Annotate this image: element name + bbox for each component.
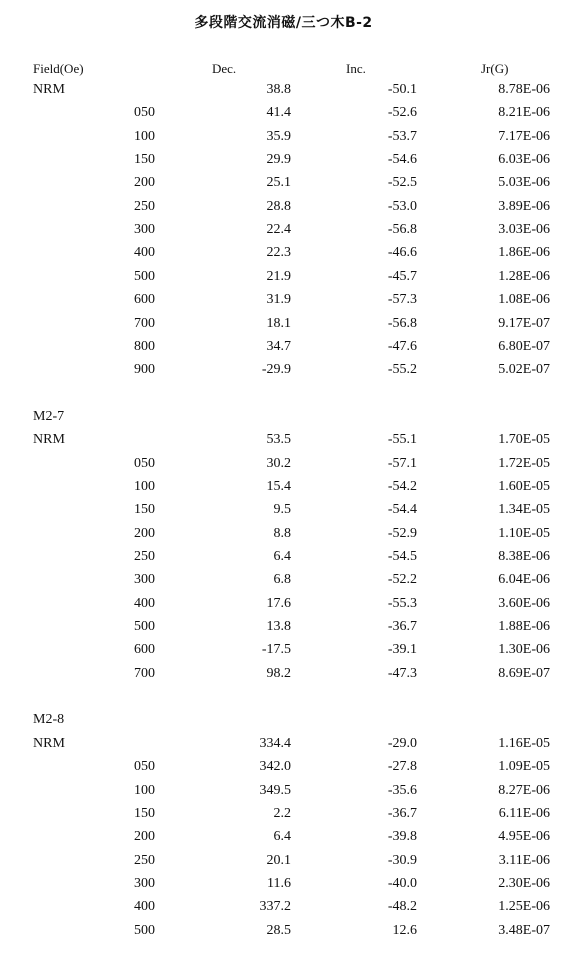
header-field: Field(Oe) [33,61,84,76]
cell-dec: 17.6 [266,595,291,611]
cell-field: 700 [134,665,155,681]
cell-inc: -30.9 [387,852,417,868]
cell-field: 100 [134,128,155,144]
header-inc: Inc. [346,61,366,76]
cell-dec: 20.1 [266,852,291,868]
cell-inc: -54.4 [387,502,417,518]
cell-dec: 30.2 [266,455,291,471]
cell-dec: 8.8 [273,525,291,541]
table-row [0,526,567,549]
cell-dec: 29.9 [266,152,291,168]
cell-dec: 38.8 [266,82,291,97]
cell-field: 500 [134,922,155,938]
cell-j: 7.17E-06 [498,128,550,144]
table-row [0,853,567,876]
section-label: M2-8 [33,712,65,728]
cell-j: 1.88E-06 [498,619,550,635]
cell-j: 5.03E-06 [498,175,550,191]
cell-inc: -40.0 [387,875,417,891]
cell-j: 8.38E-06 [498,549,550,564]
cell-inc: -36.7 [387,619,417,635]
header-dec: Dec. [212,61,237,76]
cell-field: 400 [134,595,155,611]
cell-j: 5.02E-07 [498,362,550,378]
cell-inc: -27.8 [387,759,417,775]
section-label-row [0,409,567,432]
table-row [0,876,567,899]
cell-field: 600 [134,642,155,658]
cell-j: 8.27E-06 [498,782,550,798]
cell-dec: 15.4 [266,478,291,494]
table-row [0,316,567,339]
cell-dec: 98.2 [266,665,291,681]
cell-inc: -55.3 [387,595,417,611]
cell-inc: 12.6 [392,922,417,938]
cell-j: 3.60E-06 [498,595,550,611]
cell-dec: 41.4 [266,105,291,121]
table-row [0,175,567,198]
cell-inc: -55.1 [387,432,417,448]
cell-j: 4.95E-06 [498,829,550,845]
cell-dec: 342.0 [259,759,291,775]
cell-j: 3.03E-06 [498,222,550,238]
section-label: M2-7 [33,408,65,424]
cell-j: 6.11E-06 [498,805,550,821]
table-row [0,572,567,595]
cell-dec: 53.5 [266,432,291,448]
cell-j: 1.70E-05 [498,432,550,448]
table-row [0,923,567,946]
cell-field: 900 [134,362,155,378]
cell-j: 1.08E-06 [498,292,550,308]
cell-dec: 34.7 [266,338,291,354]
cell-field: NRM [33,735,65,751]
cell-field: 300 [134,572,155,588]
cell-field: 050 [134,105,155,121]
cell-dec: 28.5 [266,922,291,938]
cell-inc: -36.7 [387,805,417,821]
cell-j: 8.78E-06 [498,82,550,97]
table-row [0,129,567,152]
cell-field: 100 [134,478,155,494]
table-row [0,245,567,268]
cell-field: 500 [134,268,155,284]
cell-inc: -48.2 [387,899,417,915]
cell-j: 1.28E-06 [498,268,550,284]
cell-field: 500 [134,619,155,635]
cell-inc: -52.6 [387,105,417,121]
cell-field: 250 [134,198,155,214]
cell-inc: -52.5 [387,175,417,191]
cell-dec: 18.1 [266,315,291,331]
cell-dec: 31.9 [266,292,291,308]
cell-dec: 6.4 [273,549,291,564]
cell-inc: -54.2 [387,478,417,494]
cell-j: 1.34E-05 [498,502,550,518]
table-row [0,759,567,782]
table-row [0,829,567,852]
table-row [0,666,567,689]
cell-inc: -35.6 [387,782,417,798]
cell-field: 400 [134,899,155,915]
cell-field: NRM [33,432,65,448]
cell-j: 1.25E-06 [498,899,550,915]
cell-field: 200 [134,829,155,845]
cell-field: 250 [134,852,155,868]
cell-field: 250 [134,549,155,564]
cell-inc: -56.8 [387,222,417,238]
table-row [0,479,567,502]
cell-inc: -39.1 [387,642,417,658]
cell-field: 200 [134,175,155,191]
table-row [0,432,567,455]
table-row [0,269,567,292]
cell-inc: -45.7 [387,268,417,284]
cell-inc: -56.8 [387,315,417,331]
cell-inc: -53.0 [387,198,417,214]
cell-inc: -47.6 [387,338,417,354]
cell-field: 150 [134,152,155,168]
cell-field: 700 [134,315,155,331]
cell-inc: -57.3 [387,292,417,308]
cell-field: 050 [134,759,155,775]
cell-j: 6.03E-06 [498,152,550,168]
cell-field: 300 [134,222,155,238]
cell-inc: -54.5 [387,549,417,564]
page-title: 多段階交流消磁/三つ木B-2 [194,15,373,31]
table-row [0,806,567,829]
cell-dec: 11.6 [267,875,291,891]
header-j: Jr(G) [481,61,509,76]
table-row [0,456,567,479]
cell-field: 150 [134,502,155,518]
cell-dec: 334.4 [259,735,291,751]
cell-dec: 35.9 [266,128,291,144]
cell-field: 300 [134,875,155,891]
table-row [0,199,567,222]
table-row [0,362,567,385]
cell-j: 1.30E-06 [498,642,550,658]
cell-inc: -52.9 [387,525,417,541]
table-row [0,82,567,105]
cell-dec: -17.5 [261,642,291,658]
cell-dec: 22.3 [266,245,291,261]
table-row [0,339,567,362]
cell-dec: 6.4 [273,829,291,845]
cell-j: 3.89E-06 [498,198,550,214]
cell-inc: -47.3 [387,665,417,681]
section-label-row [0,712,567,735]
cell-j: 9.17E-07 [498,315,550,331]
cell-j: 3.48E-07 [498,922,550,938]
table-row [0,105,567,128]
table-row [0,899,567,922]
cell-dec: 2.2 [273,805,291,821]
cell-dec: 25.1 [266,175,291,191]
cell-j: 1.60E-05 [498,478,550,494]
table-row [0,292,567,315]
cell-j: 3.11E-06 [498,852,550,868]
cell-dec: 6.8 [273,572,291,588]
cell-dec: 28.8 [266,198,291,214]
cell-field: 600 [134,292,155,308]
cell-inc: -53.7 [387,128,417,144]
cell-field: 400 [134,245,155,261]
cell-j: 1.10E-05 [498,525,550,541]
table-row [0,152,567,175]
table-row [0,596,567,619]
cell-j: 6.80E-07 [498,338,550,354]
table-row [0,619,567,642]
cell-inc: -50.1 [387,82,417,97]
cell-field: 200 [134,525,155,541]
cell-field: 150 [134,805,155,821]
cell-dec: 9.5 [273,502,291,518]
cell-dec: -29.9 [261,362,291,378]
cell-j: 8.21E-06 [498,105,550,121]
cell-dec: 337.2 [259,899,291,915]
cell-j: 6.04E-06 [498,572,550,588]
cell-j: 1.09E-05 [498,759,550,775]
table-row [0,783,567,806]
cell-inc: -55.2 [387,362,417,378]
cell-dec: 21.9 [266,268,291,284]
cell-dec: 22.4 [266,222,291,238]
cell-inc: -29.0 [387,735,417,751]
table-row [0,502,567,525]
table-row [0,642,567,665]
cell-field: 050 [134,455,155,471]
cell-inc: -54.6 [387,152,417,168]
cell-inc: -57.1 [387,455,417,471]
cell-inc: -46.6 [387,245,417,261]
cell-j: 2.30E-06 [498,875,550,891]
cell-j: 1.72E-05 [498,455,550,471]
cell-inc: -39.8 [387,829,417,845]
cell-field: 800 [134,338,155,354]
cell-dec: 13.8 [266,619,291,635]
cell-dec: 349.5 [259,782,291,798]
table-row [0,736,567,759]
table-row [0,222,567,245]
cell-j: 8.69E-07 [498,665,550,681]
cell-field: NRM [33,82,65,97]
cell-field: 100 [134,782,155,798]
cell-j: 1.86E-06 [498,245,550,261]
cell-j: 1.16E-05 [498,735,550,751]
table-row [0,549,567,572]
cell-inc: -52.2 [387,572,417,588]
